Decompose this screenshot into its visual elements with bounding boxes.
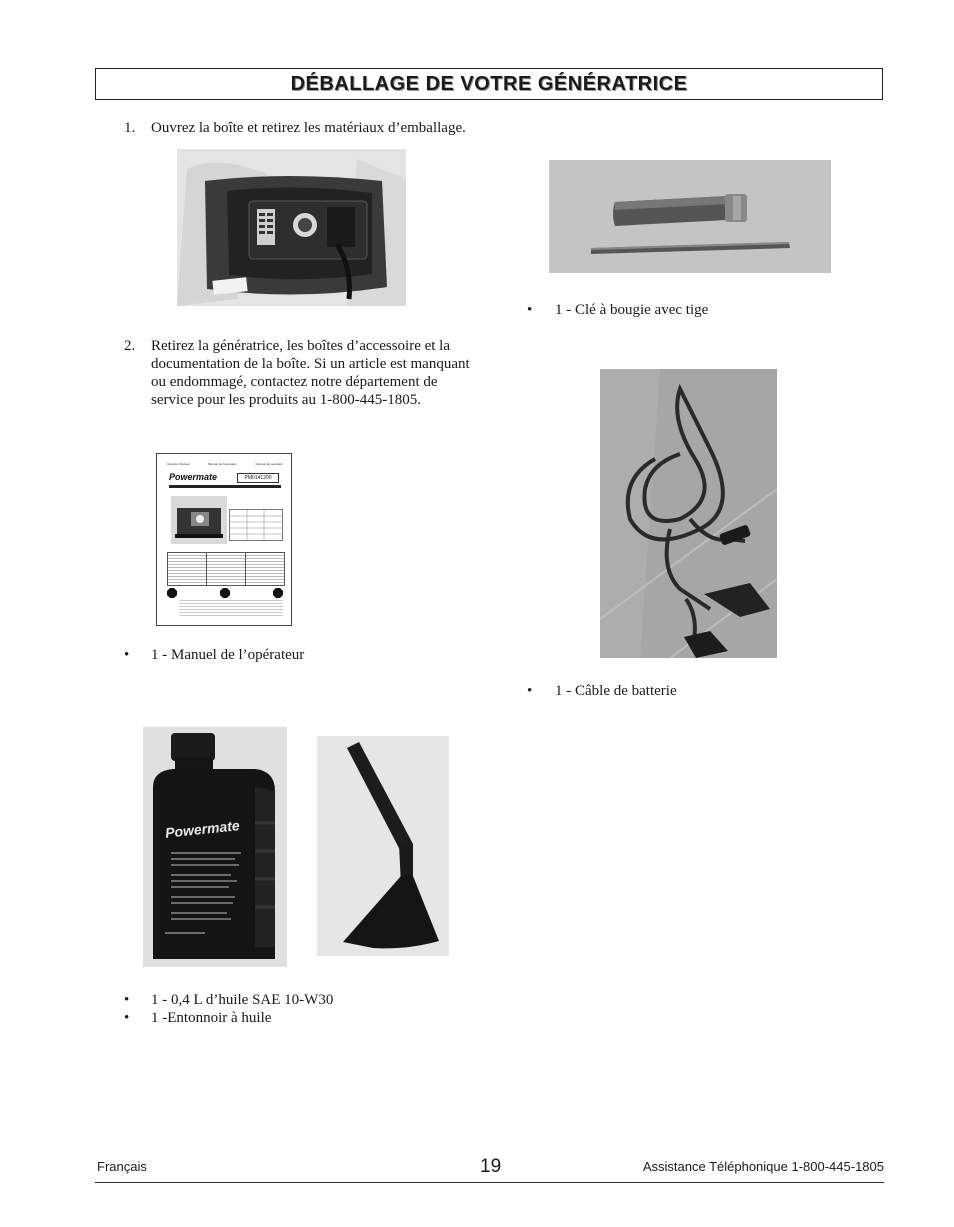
stop-sign-icon [167,588,177,598]
bullet-mark: • [124,1010,130,1026]
item-funnel: 1 -Entonnoir à huile [151,1010,272,1026]
manual-generator-image [171,496,227,544]
step-2-line-2: documentation de la boîte. Si un article est manquant [151,356,470,372]
oil-bottle-photo [143,727,287,967]
section-title-box [95,68,883,100]
manual-model-number: PM0141200 [237,473,279,483]
page-title: DÉBALLAGE DE VOTRE GÉNÉRATRICE [290,72,688,95]
manual-top-line-es: Manual del operador [255,462,283,466]
stop-sign-icon [273,588,283,598]
step-2-line-4: service pour les produits au 1-800-445-1805. [151,392,421,408]
footer-rule [95,1182,884,1183]
footer-page-number: 19 [480,1156,502,1177]
item-battery-cable: 1 - Câble de batterie [555,683,677,699]
item-spark-plug-wrench: 1 - Clé à bougie avec tige [555,302,709,318]
step-1-text: Ouvrez la boîte et retirez les matériaux d’emballage. [151,120,466,136]
manual-brand-logo: Powermate [169,472,218,482]
operator-manual-cover [156,453,292,626]
manual-fine-print [179,598,283,616]
bullet-mark: • [527,302,533,318]
battery-cable-photo [600,369,777,658]
step-2-number: 2. [124,338,136,354]
item-oil: 1 - 0,4 L d’huile SAE 10-W30 [151,992,334,1008]
manual-stop-icons [167,588,283,598]
bullet-mark: • [124,647,130,663]
generator-in-box-photo [177,149,406,306]
oil-bottle-brand: Powermate [164,817,241,841]
step-2-line-3: ou endommagé, contactez notre département de [151,374,438,390]
spark-plug-wrench-photo [549,160,831,273]
manual-top-line-en: Operator Manual [167,462,190,466]
stop-sign-icon [220,588,230,598]
step-1-number: 1. [124,120,136,136]
manual-divider [169,485,281,488]
oil-funnel-photo [317,736,449,956]
manual-top-line-fr: Manual de l'opérateur [208,462,237,466]
bullet-mark: • [527,683,533,699]
manual-warning-panels [167,552,285,586]
footer-hotline: Assistance Téléphonique 1-800-445-1805 [642,1159,884,1174]
footer-language: Français [97,1159,147,1174]
bullet-mark: • [124,992,130,1008]
manual-spec-table [229,509,283,541]
item-operator-manual: 1 - Manuel de l’opérateur [151,647,305,663]
step-2-line-1: Retirez la génératrice, les boîtes d’accessoire et la [151,338,451,354]
